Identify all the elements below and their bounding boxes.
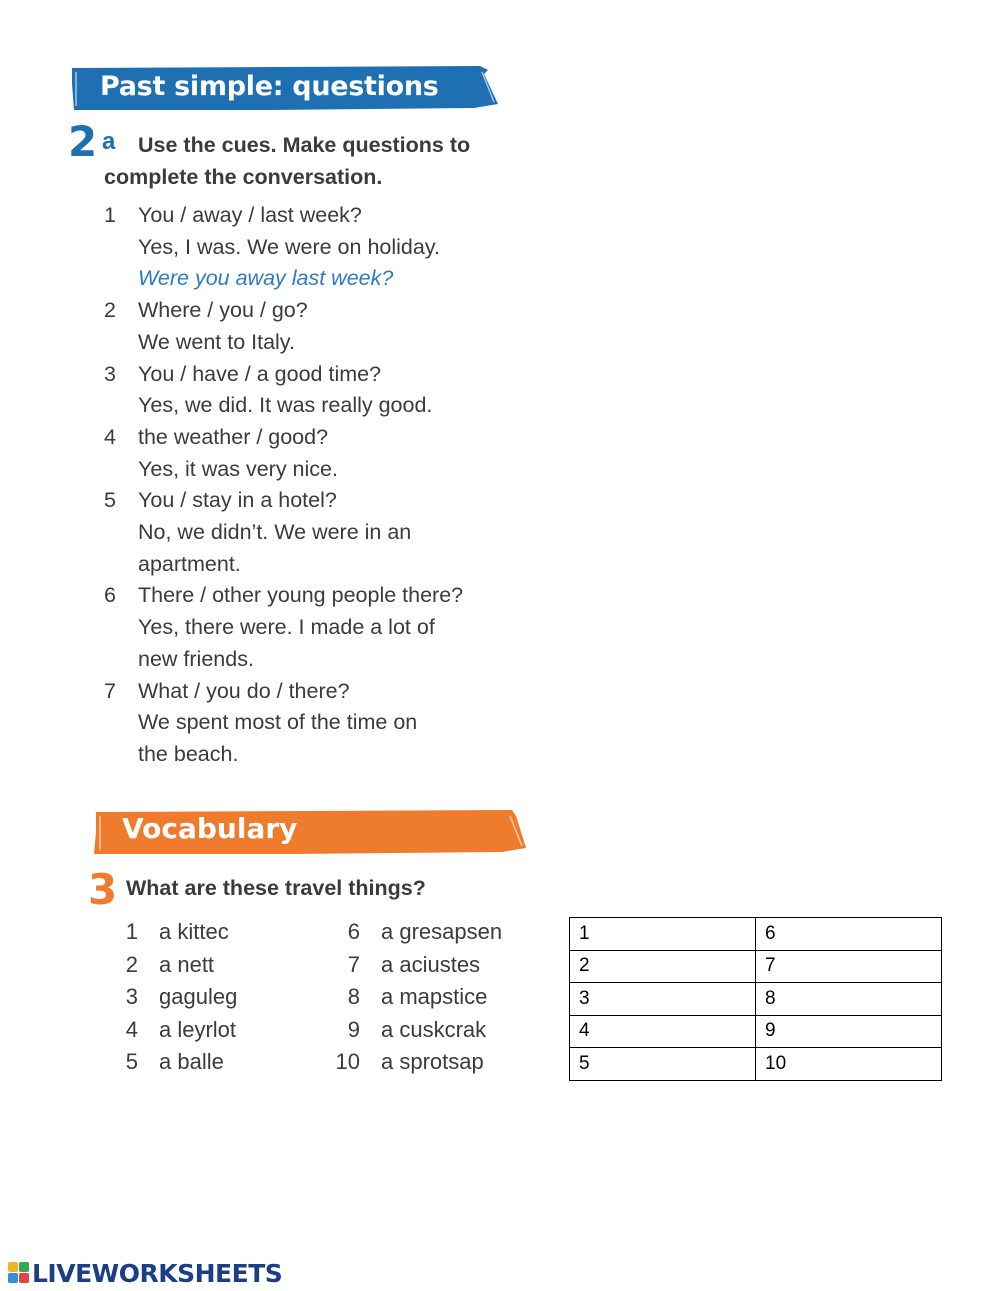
section-banner-vocabulary — [92, 806, 528, 858]
exercise-part-letter: a — [102, 128, 116, 155]
item-number: 8 — [347, 984, 360, 1009]
item-cue: You / stay in a hotel? — [138, 488, 337, 513]
logo-icon — [8, 1262, 30, 1284]
item-number: 1 — [125, 919, 138, 944]
item-reply: Yes, I was. We were on holiday. — [138, 234, 440, 259]
item-reply-continued: apartment. — [138, 551, 241, 576]
list-item — [120, 1046, 320, 1079]
item-reply: No, we didn’t. We were in an — [138, 520, 412, 545]
answer-cell[interactable]: 6 — [756, 918, 942, 951]
item-cue: the weather / good? — [138, 424, 329, 449]
item-reply: Yes, there were. I made a lot of — [138, 615, 435, 640]
list-item — [330, 916, 550, 949]
item-reply-continued: new friends. — [138, 646, 254, 671]
example-answer: Were you away last week? — [138, 266, 394, 291]
item-reply: We spent most of the time on — [138, 710, 418, 735]
answer-cell[interactable]: 10 — [756, 1048, 942, 1081]
exercise-number: 3 — [88, 865, 118, 914]
item-cue: You / have / a good time? — [138, 361, 382, 386]
scrambled-word: a leyrlot — [159, 1016, 237, 1042]
list-item — [120, 916, 320, 949]
scrambled-word: a nett — [159, 951, 215, 977]
answer-cell[interactable]: 2 — [570, 950, 756, 983]
item-number: 3 — [125, 984, 138, 1009]
scrambled-word: a sprotsap — [381, 1049, 484, 1074]
item-number: 3 — [104, 361, 116, 386]
exercise-number: 2 — [68, 117, 98, 166]
item-number: 5 — [125, 1049, 138, 1074]
scrambled-word: a aciustes — [381, 951, 481, 977]
table-row — [570, 983, 942, 1016]
list-item — [104, 295, 524, 358]
list-item — [104, 200, 524, 295]
scrambled-word: a mapstice — [381, 984, 488, 1009]
answer-cell[interactable]: 8 — [756, 983, 942, 1016]
item-number: 4 — [104, 424, 116, 449]
item-cue: You / away / last week? — [138, 203, 362, 227]
exercise-instruction: Use the cues. Make questions to complete the conversation. — [104, 133, 471, 189]
list-item — [330, 1014, 550, 1047]
list-item — [104, 676, 524, 771]
item-number: 1 — [104, 203, 116, 227]
scrambled-word: a gresapsen — [381, 919, 503, 944]
list-item — [120, 981, 320, 1014]
logo-text: LIVEWORKSHEETS — [32, 1259, 283, 1288]
item-number: 2 — [104, 298, 116, 323]
answer-cell[interactable]: 9 — [756, 1015, 942, 1048]
question-list — [104, 200, 524, 771]
table-row — [570, 1015, 942, 1048]
list-item — [104, 580, 524, 675]
scrambled-word-list — [330, 916, 550, 1079]
scrambled-word: a kittec — [159, 919, 229, 944]
answer-cell[interactable]: 7 — [756, 950, 942, 983]
scrambled-word: a balle — [159, 1049, 224, 1074]
item-number: 6 — [347, 919, 360, 944]
item-number: 2 — [125, 951, 138, 977]
item-number: 6 — [104, 583, 116, 608]
item-number: 10 — [335, 1049, 360, 1074]
answer-table — [569, 917, 942, 1081]
table-row — [570, 950, 942, 983]
answer-cell[interactable]: 4 — [570, 1015, 756, 1048]
item-cue: What / you do / there? — [138, 678, 350, 703]
scrambled-word: gaguleg — [159, 984, 238, 1009]
list-item — [120, 949, 320, 982]
section-title: Past simple: questions — [100, 71, 439, 102]
scrambled-word-list — [120, 916, 320, 1079]
item-reply: Yes, it was very nice. — [138, 456, 338, 481]
item-cue: Where / you / go? — [138, 298, 308, 323]
answer-cell[interactable]: 5 — [570, 1048, 756, 1081]
item-reply-continued: the beach. — [138, 741, 239, 766]
item-number: 7 — [347, 951, 360, 977]
table-row — [570, 918, 942, 951]
list-item — [104, 485, 524, 580]
list-item — [330, 1046, 550, 1079]
list-item — [330, 949, 550, 982]
item-reply: Yes, we did. It was really good. — [138, 393, 433, 418]
item-number: 9 — [347, 1016, 360, 1042]
item-number: 4 — [125, 1016, 138, 1042]
answer-cell[interactable]: 3 — [570, 983, 756, 1016]
item-reply: We went to Italy. — [138, 329, 295, 354]
section-banner-grammar — [70, 64, 500, 112]
item-number: 7 — [104, 678, 116, 703]
table-row — [570, 1048, 942, 1081]
section-title: Vocabulary — [122, 812, 298, 845]
scrambled-word: a cuskcrak — [381, 1016, 487, 1042]
item-number: 5 — [104, 488, 116, 513]
list-item — [104, 422, 524, 485]
list-item — [120, 1014, 320, 1047]
answer-cell[interactable]: 1 — [570, 918, 756, 951]
item-cue: There / other young people there? — [138, 583, 464, 608]
exercise-instruction: What are these travel things? — [126, 876, 426, 900]
list-item — [330, 981, 550, 1014]
list-item — [104, 359, 524, 422]
